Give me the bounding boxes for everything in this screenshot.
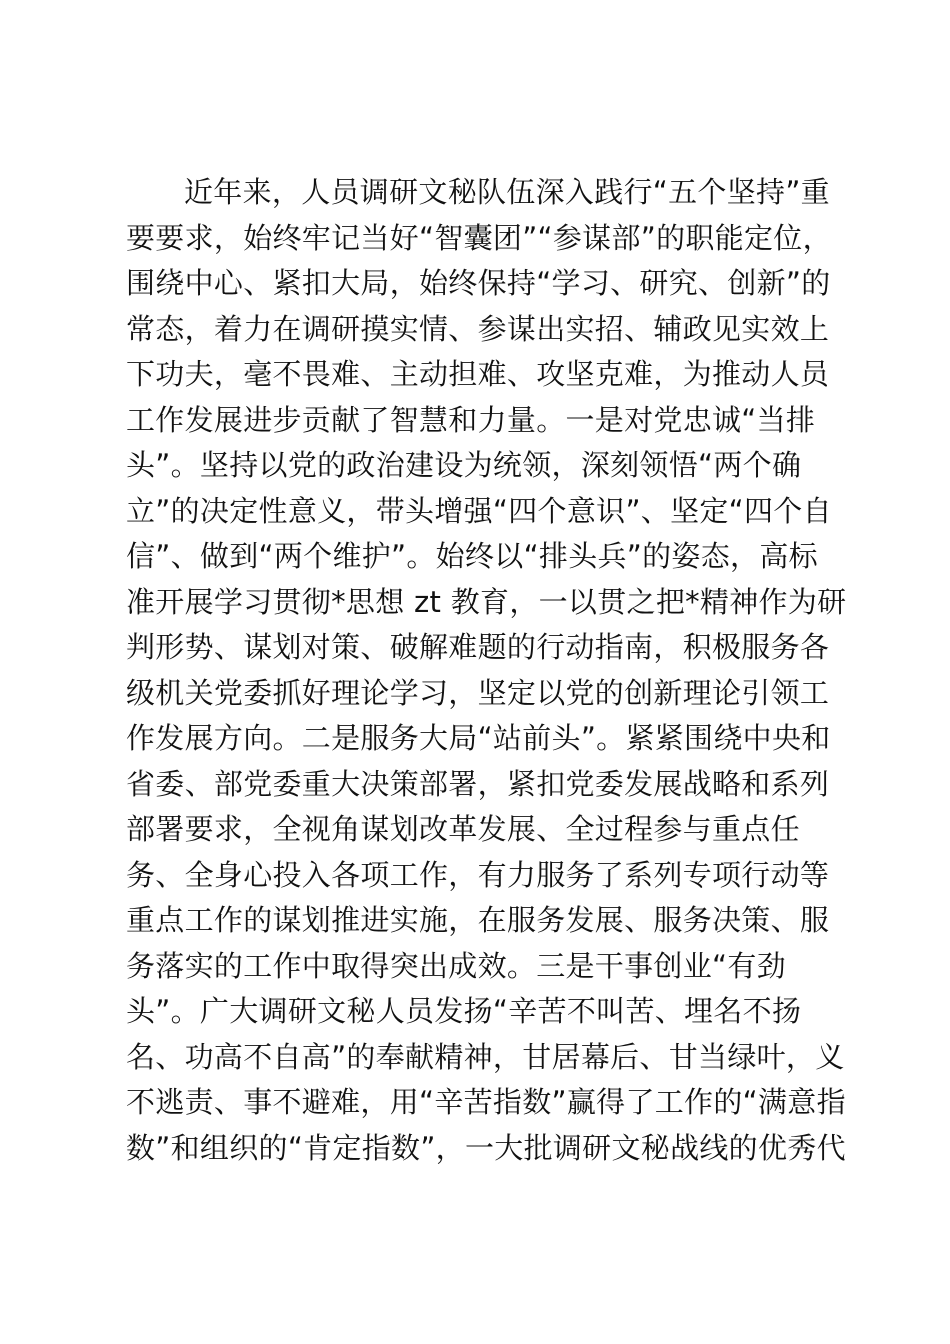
text-line: 工作发展进步贡献了智慧和力量。一是对党忠诚“当排 [126, 402, 816, 437]
text-line: 重点工作的谋划推进实施，在服务发展、服务决策、服 [126, 903, 830, 937]
text-line: 下功夫，毫不畏难、主动担难、攻坚克难，为推动人员 [126, 357, 830, 391]
text-line: 务落实的工作中取得突出成效。三是干事创业“有劲 [126, 948, 786, 983]
text-line: 级机关党委抓好理论学习，坚定以党的创新理论引领工 [126, 675, 830, 710]
text-line: 数”和组织的“肯定指数”，一大批调研文秘战线的优秀代 [126, 1130, 846, 1165]
text-line: 作发展方向。二是服务大局“站前头”。紧紧围绕中央和 [126, 721, 831, 755]
text-line: 省委、部党委重大决策部署，紧扣党委发展战略和系列 [126, 766, 830, 801]
text-line: 围绕中心、紧扣大局，始终保持“学习、研究、创新”的 [126, 266, 831, 300]
text-line: 头”。广大调研文秘人员发扬“辛苦不叫苦、埋名不扬 [126, 994, 802, 1028]
text-line: 部署要求，全视角谋划改革发展、全过程参与重点任 [126, 812, 800, 846]
text-line: 判形势、谋划对策、破解难题的行动指南，积极服务各 [126, 630, 830, 664]
text-line: 头”。坚持以党的政治建设为统领，深刻领悟“两个确 [126, 448, 802, 482]
text-line: 准开展学习贯彻*思想 zt 教育，一以贯之把*精神作为研 [126, 584, 847, 619]
body-paragraph [126, 170, 847, 1171]
text-line: 名、功高不自高”的奉献精神，甘居幕后、甘当绿叶，义 [126, 1039, 845, 1074]
text-line: 立”的决定性意义，带头增强“四个意识”、坚定“四个自 [126, 493, 832, 528]
text-line: 近年来，人员调研文秘队伍深入践行“五个坚持”重 [184, 175, 830, 209]
text-line: 不逃责、事不避难，用“辛苦指数”赢得了工作的“满意指 [126, 1085, 846, 1119]
text-line: 常态，着力在调研摸实情、参谋出实招、辅政见实效上 [126, 311, 830, 346]
text-line: 务、全身心投入各项工作，有力服务了系列专项行动等 [126, 857, 830, 892]
text-line: 要要求，始终牢记当好“智囊团”“参谋部”的职能定位， [126, 220, 832, 255]
text-line: 信”、做到“两个维护”。始终以“排头兵”的姿态，高标 [126, 539, 818, 573]
